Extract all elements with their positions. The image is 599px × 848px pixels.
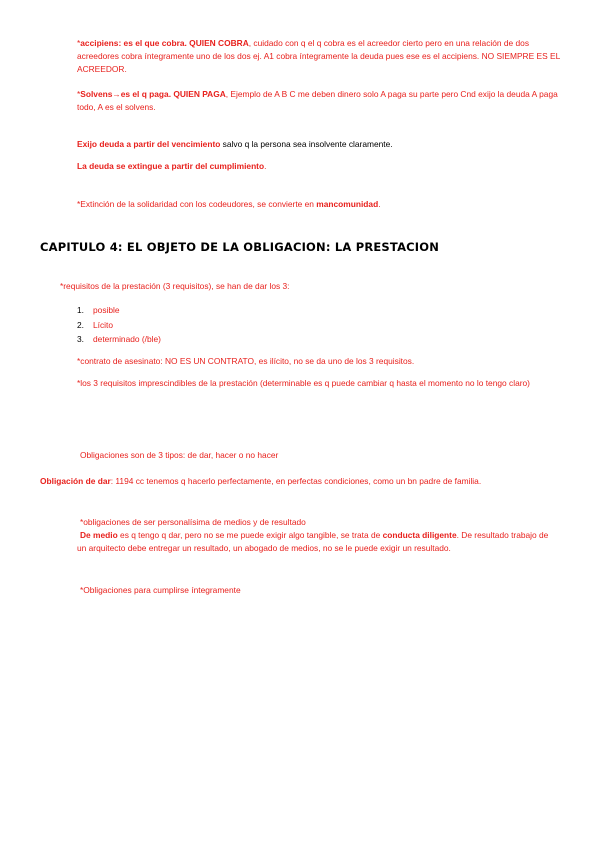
list-text: Lícito xyxy=(93,319,114,330)
paragraph-text: *Obligaciones para cumplirse íntegramente xyxy=(80,585,241,595)
paragraph-vencimiento xyxy=(77,138,563,151)
paragraph-text: Obligaciones son de 3 tipos: de dar, hacer o no hacer xyxy=(80,450,279,460)
paragraph-text: *obligaciones de ser personalísima de medios y de resultado xyxy=(80,517,306,527)
chapter-heading: CAPITULO 4: EL OBJETO DE LA OBLIGACION: LA PRESTACION xyxy=(40,240,440,254)
list-number: 3. xyxy=(77,334,84,344)
list-number: 2. xyxy=(77,319,84,330)
bold-term: accipiens: es el que cobra. QUIEN COBRA xyxy=(80,38,249,48)
paragraph-extincion xyxy=(77,160,563,173)
bold-term: La deuda se extingue a partir del cumplimiento xyxy=(77,161,265,171)
bold-term: conducta diligente xyxy=(382,530,457,540)
list-item xyxy=(77,332,161,347)
paragraph-text: es q tengo q dar, pero no se me puede exigir algo tangible, se trata de xyxy=(117,530,383,540)
bold-term: Obligación de dar xyxy=(40,476,111,486)
bold-term: Solvens→es el q paga. QUIEN PAGA xyxy=(80,89,226,99)
paragraph-text: *requisitos de la prestación (3 requisitos), se han de dar los 3: xyxy=(60,281,290,291)
paragraph-obligacion-dar xyxy=(40,475,560,488)
list-item xyxy=(77,303,161,318)
bold-term: mancomunidad xyxy=(316,199,379,209)
paragraph-text: NO ES UN CONTRATO, es ilícito, no se da uno de los 3 requisitos. xyxy=(165,356,415,366)
bullet-star: * xyxy=(77,89,81,99)
paragraph-tipos xyxy=(80,449,560,462)
paragraph-accipiens xyxy=(77,37,563,76)
paragraph-text: . xyxy=(264,161,267,171)
list-text: determinado (/ble) xyxy=(93,334,161,344)
paragraph-text: *los 3 requisitos imprescindibles de la prestación (determinable es q puede cambiar q hasta el momento no lo tengo claro) xyxy=(77,378,530,388)
paragraph-asesinato xyxy=(77,355,563,368)
paragraph-solidaridad xyxy=(77,198,563,211)
paragraph-personalisima xyxy=(80,516,560,529)
bold-term: Exijo deuda a partir del vencimiento xyxy=(77,139,221,149)
paragraph-text: *contrato de asesinato: xyxy=(77,356,165,366)
paragraph-solvens xyxy=(77,88,563,114)
paragraph-text: *Extinción de la solidaridad con los codeudores, se convierte en xyxy=(77,199,317,209)
paragraph-text: : 1194 cc tenemos q hacerlo perfectamente, en perfectas condiciones, como un bn padre de familia. xyxy=(110,476,482,486)
paragraph-text: salvo q la persona sea insolvente claramente. xyxy=(220,139,393,149)
list-number: 1. xyxy=(77,305,84,315)
paragraph-text: . De resultado trabajo de un arquitecto debe entregar un resultado, un abogado de medios, no se le puede exigir un resultado. xyxy=(77,530,549,553)
paragraph-text: , cuidado con q el q cobra es el acreedor cierto pero en una relación de dos acreedores cobra íntegramente uno de los dos ej. A1 cobra íntegramente la deuda pues ese es el accipiens. NO SIEMPRE ES EL ACREEDOR. xyxy=(77,38,560,74)
paragraph-text: . xyxy=(378,199,381,209)
bullet-star: * xyxy=(77,38,81,48)
paragraph-de-medio xyxy=(77,529,549,555)
paragraph-text: , Ejemplo de A B C me deben dinero solo A paga su parte pero Cnd exijo la deuda A paga todo, A es el solvens. xyxy=(77,89,558,112)
paragraph-imprescindibles xyxy=(77,377,547,390)
bold-term: De medio xyxy=(80,530,118,540)
requisitos-list xyxy=(77,303,161,347)
paragraph-integramente xyxy=(80,584,560,597)
paragraph-requisitos xyxy=(60,280,560,293)
list-text: posible xyxy=(93,305,120,315)
list-item xyxy=(77,318,161,333)
